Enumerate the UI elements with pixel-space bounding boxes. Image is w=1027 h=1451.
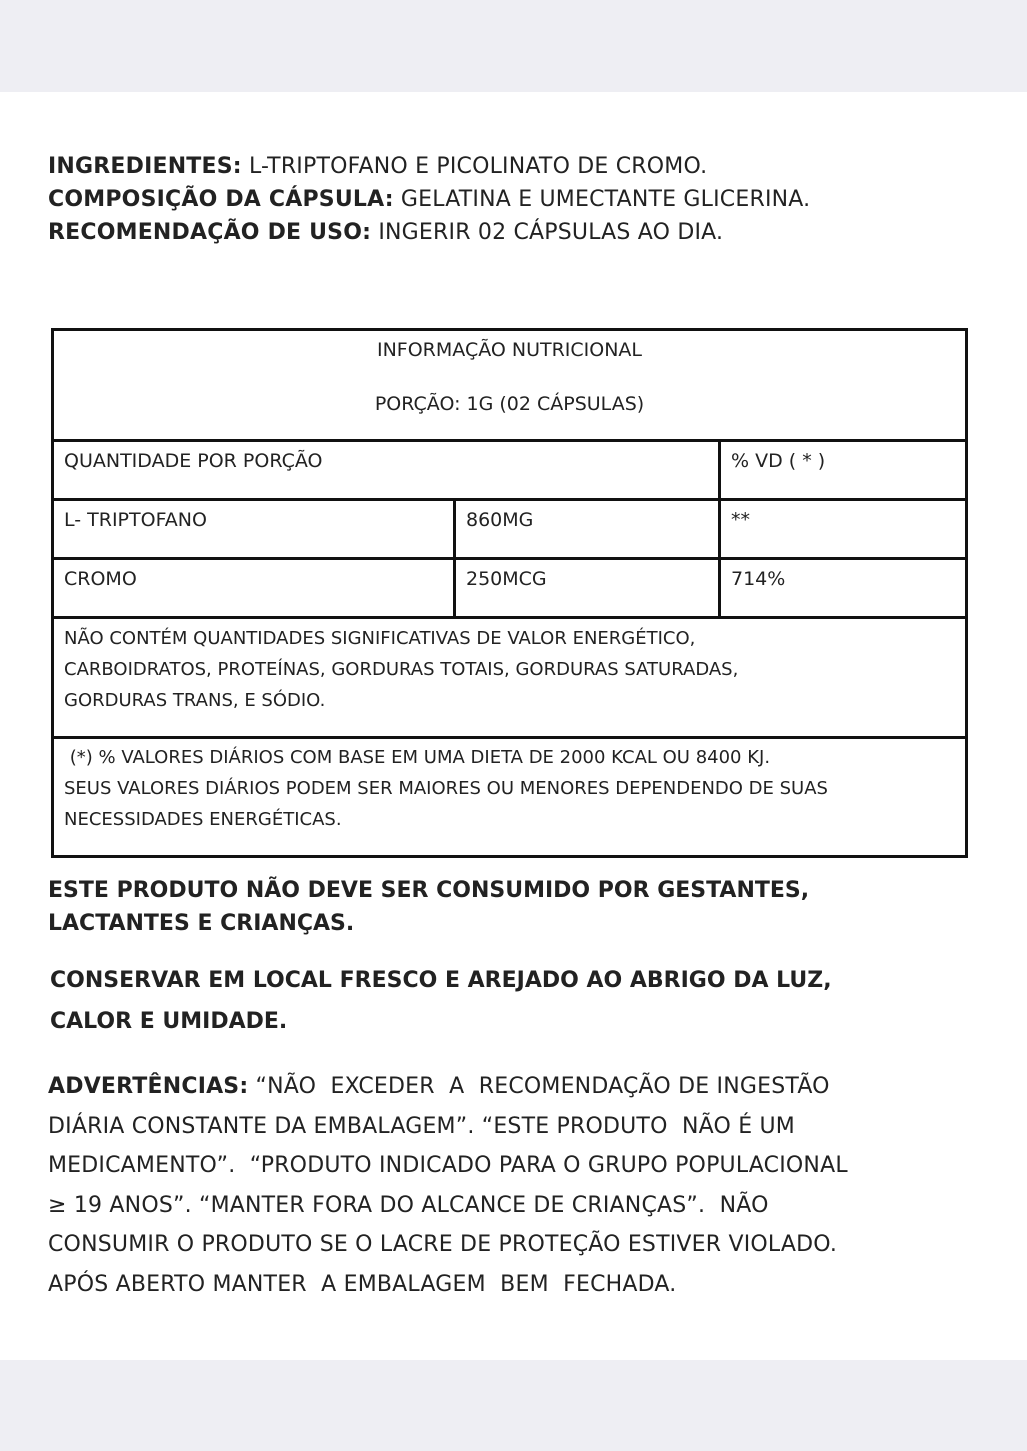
nutrient-amount: 250MCG xyxy=(455,559,720,618)
usage-value: INGERIR 02 CÁPSULAS AO DIA. xyxy=(371,220,724,245)
ingredients-label: INGREDIENTES: xyxy=(48,154,242,179)
table-row xyxy=(53,738,967,857)
storage-line: CONSERVAR EM LOCAL FRESCO E AREJADO AO ABRIGO DA LUZ, xyxy=(50,968,832,993)
pregnancy-warning-line: ESTE PRODUTO NÃO DEVE SER CONSUMIDO POR GESTANTES, xyxy=(48,878,810,903)
advertencias-line: DIÁRIA CONSTANTE DA EMBALAGEM”. “ESTE PRODUTO NÃO É UM xyxy=(48,1113,795,1139)
not-contain-cell xyxy=(53,618,967,738)
advertencias-line: ≥ 19 ANOS”. “MANTER FORA DO ALCANCE DE CRIANÇAS”. NÃO xyxy=(48,1192,769,1218)
footnote-line: NECESSIDADES ENERGÉTICAS. xyxy=(64,809,342,830)
advertencias-label: ADVERTÊNCIAS: xyxy=(48,1074,249,1099)
footnote-line: (*) % VALORES DIÁRIOS COM BASE EM UMA DIETA DE 2000 KCAL OU 8400 KJ. xyxy=(64,747,771,768)
ingredients-block xyxy=(48,150,988,249)
nutrition-header-cell xyxy=(53,330,967,441)
not-contain-line: NÃO CONTÉM QUANTIDADES SIGNIFICATIVAS DE VALOR ENERGÉTICO, xyxy=(64,628,696,649)
storage-instructions xyxy=(50,960,990,1042)
nutrition-portion: PORÇÃO: 1G (02 CÁPSULAS) xyxy=(374,393,645,415)
pregnancy-warning-line: LACTANTES E CRIANÇAS. xyxy=(48,911,355,936)
pregnancy-warning xyxy=(48,874,988,940)
table-row xyxy=(53,618,967,738)
header-quantity: QUANTIDADE POR PORÇÃO xyxy=(53,441,720,500)
footnote-cell xyxy=(53,738,967,857)
nutrition-title: INFORMAÇÃO NUTRICIONAL xyxy=(376,339,643,361)
nutrient-vd: ** xyxy=(720,500,967,559)
not-contain-line: GORDURAS TRANS, E SÓDIO. xyxy=(64,690,326,711)
table-row xyxy=(53,500,967,559)
ingredients-value: L-TRIPTOFANO E PICOLINATO DE CROMO. xyxy=(241,154,708,179)
nutrient-amount: 860MG xyxy=(455,500,720,559)
nutrient-name: L- TRIPTOFANO xyxy=(53,500,455,559)
storage-line: CALOR E UMIDADE. xyxy=(50,1009,288,1034)
footnote-line: SEUS VALORES DIÁRIOS PODEM SER MAIORES OU MENORES DEPENDENDO DE SUAS xyxy=(64,778,828,799)
not-contain-line: CARBOIDRATOS, PROTEÍNAS, GORDURAS TOTAIS, GORDURAS SATURADAS, xyxy=(64,659,739,680)
advertencias-line xyxy=(48,1067,988,1107)
advertencias-line: MEDICAMENTO”. “PRODUTO INDICADO PARA O GRUPO POPULACIONAL xyxy=(48,1153,848,1178)
table-row xyxy=(53,559,967,618)
advertencias-line: APÓS ABERTO MANTER A EMBALAGEM BEM FECHADA. xyxy=(48,1271,677,1297)
capsule-label: COMPOSIÇÃO DA CÁPSULA: xyxy=(48,187,394,212)
usage-label: RECOMENDAÇÃO DE USO: xyxy=(48,220,372,245)
nutrient-name: CROMO xyxy=(53,559,455,618)
capsule-line xyxy=(48,183,988,216)
nutrition-table xyxy=(51,328,968,858)
nutrient-vd: 714% xyxy=(720,559,967,618)
advertencias-line: CONSUMIR O PRODUTO SE O LACRE DE PROTEÇÃO ESTIVER VIOLADO. xyxy=(48,1232,838,1257)
ingredients-line xyxy=(48,150,988,183)
table-row xyxy=(53,330,967,441)
advertencias-block xyxy=(48,1067,988,1304)
table-row xyxy=(53,441,967,500)
capsule-value: GELATINA E UMECTANTE GLICERINA. xyxy=(393,187,811,212)
advertencias-text: “NÃO EXCEDER A RECOMENDAÇÃO DE INGESTÃO xyxy=(248,1074,830,1099)
header-vd: % VD ( * ) xyxy=(720,441,967,500)
usage-line xyxy=(48,216,988,249)
label-page xyxy=(0,92,1027,1360)
